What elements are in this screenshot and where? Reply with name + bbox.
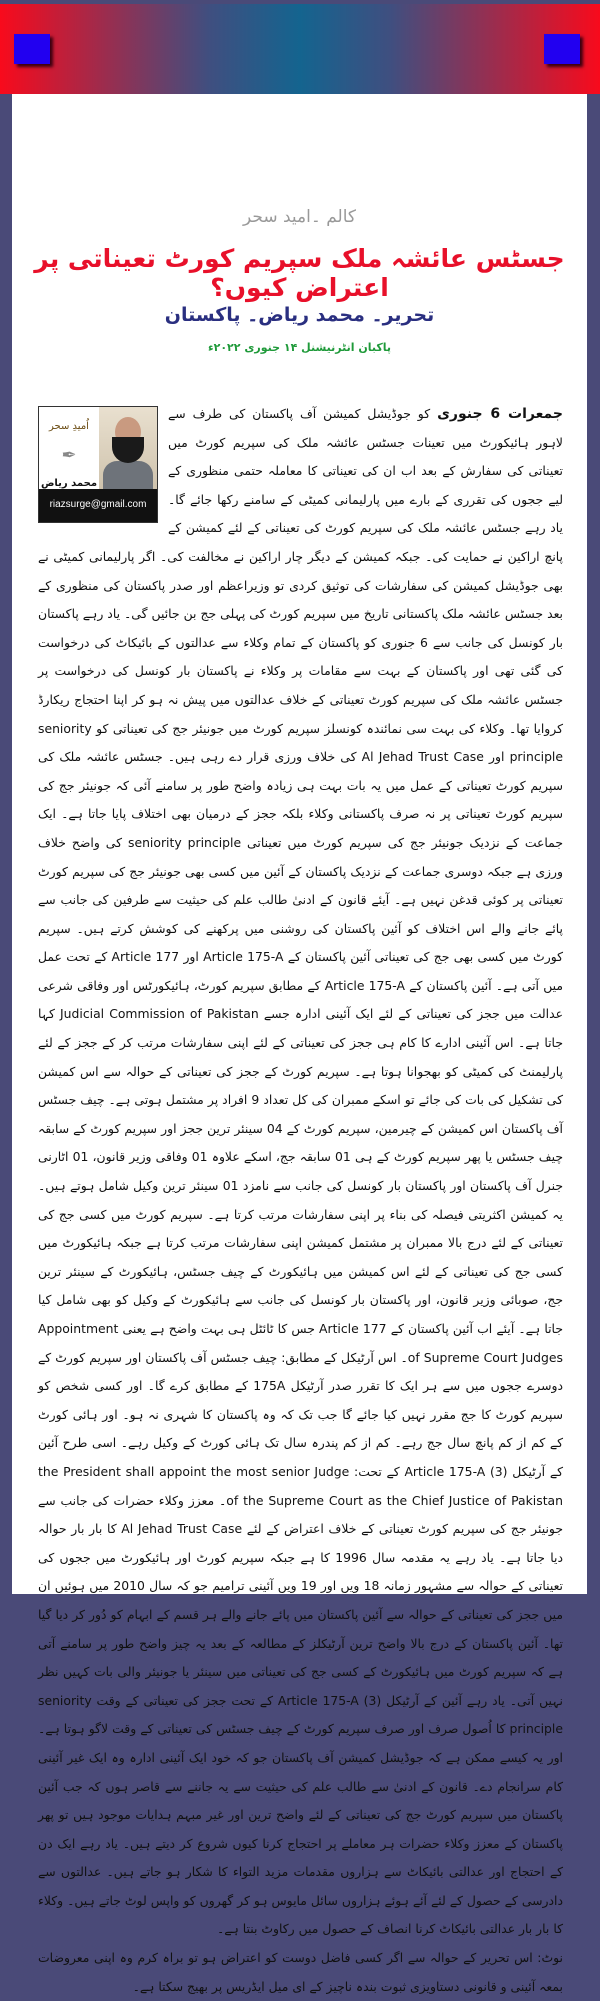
article-title: جسٹس عائشہ ملک سپریم کورٹ تعیناتی پر اعتراض کیوں؟: [34, 244, 565, 302]
author-card: [38, 406, 158, 523]
author-photo: [99, 407, 157, 489]
author-name: محمد ریاض: [40, 478, 98, 490]
banner-square-left: [14, 34, 50, 64]
column-brand: اُمیدِ سحر: [49, 421, 89, 432]
author-byline: تحریر۔ محمد ریاض۔ پاکستان: [164, 304, 435, 326]
header-banner: [0, 4, 600, 94]
article-note: نوٹ: اس تحریر کے حوالہ سے اگر کسی فاضل دوست کو اعتراض ہو تو براہ کرم وہ اپنی معروضات بمعہ آئینی و قانونی دستاویزی ثبوت بندہ ناچیز کے ای میل ایڈریس پر بھیج سکتا ہے۔: [38, 1950, 563, 1994]
quill-pen-icon: ✒: [61, 444, 77, 466]
article-body: [38, 400, 563, 2001]
article-paragraph: [38, 400, 563, 1944]
article-text: کو جوڈیشل کمیشن آف پاکستان کی طرف سے لاہور ہائیکورٹ میں تعینات جسٹس عائشہ ملک کی سپریم کورٹ میں تعیناتی کی سفارش کے بعد اب ان کی تعیناتی کا معاملہ حتمی منظوری کے لیے ججوں کی تقرری کے بارے میں پارلیمانی کمیٹی کے سامنے رکھا جائے گا۔ یاد رہے جسٹس عائشہ ملک کی سپریم کورٹ کی تعیناتی کے لئے کمیشن کے پانچ اراکین نے حمایت کی۔ جبکہ کمیشن کے دیگر چار اراکین نے مخالفت کی۔ اگر پارلیمانی کمیٹی نے بھی جوڈیشل کمیشن کی سفارشات کی توثیق کردی تو وزیراعظم اور صدر پاکستان کی منظوری کے بعد جسٹس عائشہ ملک پاکستانی تاریخ میں سپریم کورٹ کی پہلی جج بن جائیں گی۔ یاد رہے پاکستان بار کونسل کی جانب سے 6 جنوری کو پاکستان کے تمام وکلاء سے عدالتوں کے بائیکاٹ کی درخواست کی گئی تھی اور پاکستان کے بہت سے مقامات پر وکلاء نے پاکستان بار کونسل کی درخواست پر جسٹس عائشہ ملک کی سپریم کورٹ تعیناتی کے خلاف عدالتوں میں پیش نہ ہو کر اپنا احتجاج ریکارڈ کروایا تھا۔ وکلاء کی بہت سی نمائندہ کونسلز سپریم کورٹ میں جونیئر جج کی تعیناتی کو seniority principle اور Al Jehad Trust Case کی خلاف ورزی قرار دے رہی ہیں۔ جسٹس عائشہ ملک کی سپریم کورٹ تعیناتی کے عمل میں یہ بات بہت ہی زیادہ واضح طور پر سامنے آئی کہ جونیئر جج کی سپریم کورٹ تعیناتی پر نہ صرف پاکستانی وکلاء بلکہ ججز کے درمیان بھی اختلاف پایا جاتا ہے۔ ایک جماعت کے نزدیک جونیئر جج کی سپریم کورٹ میں تعیناتی seniority principle کی واضح خلاف ورزی ہے جبکہ دوسری جماعت کے نزدیک پاکستان کے آئین میں کسی بھی جونیئر جج کی سپریم کورٹ تعیناتی پر کوئی قدغن نہیں ہے۔ آیئے قانون کے ادنیٰ طالب علم کی حیثیت سے طرفین کی جانب سے پائے جانے والے اس اختلاف کو آئین پاکستان کی روشنی میں پرکھنے کی کوشش کرتے ہیں۔ سپریم کورٹ میں کسی بھی جج کی تعیناتی آئین پاکستان کے Article 175-A اور Article 177 کے تحت عمل میں آتی ہے۔ آئین پاکستان کے Article 175-A کے مطابق سپریم کورٹ، ہائیکورٹس اور وفاقی شرعی عدالت میں ججز کی تعیناتی کے لئے ایک آئینی ادارہ جسے Judicial Commission of Pakistan کہا جاتا ہے۔ اس آئینی ادارے کا کام ہی ججز کی تعیناتی کے لئے اپنی سفارشات مرتب کر کے ججز کے لئے پارلیمنٹ کی کمیٹی کو بھجوانا ہوتا ہے۔ سپریم کورٹ کے ججز کی تعیناتی کے حوالہ سے اس کمیشن کی تشکیل کی بات کی جائے تو اسکے ممبران کی کل تعداد 9 افراد پر مشتمل ہوتی ہے۔ چیف جسٹس آف پاکستان اس کمیشن کے چیرمین، سپریم کورٹ کے 04 سینئر ترین ججز اور سپریم کورٹ کے سابقہ چیف جسٹس یا پھر سپریم کورٹ کے ہی 01 سابقہ جج، اسکے علاوہ 01 وفاقی وزیر قانون، 01 اٹارنی جنرل آف پاکستان اور پاکستان بار کونسل کی جانب سے نامزد 01 سینئر ترین وکیل شامل ہوتے ہیں۔ یہ کمیشن اکثریتی فیصلہ کی بناء پر اپنی سفارشات مرتب کرتا ہے۔ سپریم کورٹ میں کسی جج کی تعیناتی کے لئے درج بالا ممبران پر مشتمل کمیشن اپنی سفارشات مرتب کرتا ہے جبکہ ہائیکورٹ میں کسی جج کی تعیناتی کے لئے اس کمیشن میں ہائیکورٹ کے چیف جسٹس، ہائیکورٹ کے سینئر ترین جج، صوبائی وزیر قانون، اور پاکستان بار کونسل کی جانب سے ہائیکورٹ کے وکیل کو بھی شامل کیا جاتا ہے۔ آیئے اب آئین پاکستان کے Article 177 جس کا ٹائٹل ہی بہت واضح ہے یعنی Appointment of Supreme Court Judges۔ اس آرٹیکل کے مطابق: چیف جسٹس آف پاکستان اور سپریم کورٹ کے دوسرے ججوں میں سے ہر ایک کا تقرر صدر آرٹیکل 175A کے مطابق کرے گا۔ اور کسی شخص کو سپریم کورٹ کا جج مقرر نہیں کیا جائے گا جب تک کہ وہ پاکستان کا شہری نہ ہو۔ اور ہائی کورٹ کے کم از کم پانچ سال جج رہے۔ کم از کم پندرہ سال تک ہائی کورٹ کے وکیل رہے۔ اسی طرح آئین کے آرٹیکل Article 175-A (3) کے تحت: the President shall appoint the most senior Judge of the Supreme Court as the Chief Justice of Pakistan۔ معزز وکلاء حضرات کی جانب سے جونیئر جج کی سپریم کورٹ تعیناتی کے خلاف اعتراض کے لئے Al Jehad Trust Case کا بار بار حوالہ دیا جاتا ہے۔ یاد رہے یہ مقدمہ سال 1996 کا ہے جبکہ سپریم کورٹ اور ہائیکورٹ میں ججوں کی تعیناتی کے حوالہ سے مشہور زمانہ 18 ویں اور 19 ویں آئینی ترامیم جو کہ سال 2010 میں ہوئیں ان میں ججز کی تعیناتی کے حوالہ سے آئین پاکستان میں پائے جانے والے ہر قسم کے ابہام کو دُور کر دیا گیا تھا۔ آئین پاکستان کے درج بالا واضح ترین آرٹیکلز کے مطالعہ کے بعد یہ چیز واضح طور پر سامنے آتی ہے کہ سپریم کورٹ میں ہائیکورٹ کے کسی جج کی تعیناتی میں سینئر یا جونیئر والی بات کہیں نظر نہیں آتی۔ یاد رہے آئین کے آرٹیکل Article 175-A (3) کے تحت ججز کی تعیناتی کے وقت seniority principle کا اُصول صرف اور صرف سپریم کورٹ کے چیف جسٹس کی تعیناتی کے وقت لاگو ہوتا ہے۔ اور یہ کیسے ممکن ہے کہ جوڈیشل کمیشن آف پاکستان جو کہ خود ایک آئینی ادارہ وہ ایک غیر آئینی کام سرانجام دے۔ قانون کے ادنیٰ سے طالب علم کی حیثیت سے یہ جاننے سے قاصر ہوں کہ جب آئین پاکستان میں سپریم کورٹ جج کی تعیناتی کے لئے واضح ترین اور غیر مبہم ہدایات موجود ہیں تو پھر پاکستان کے معزز وکلاء حضرات ہر معاملے پر احتجاج کرنا کیوں شروع کر دیتے ہیں۔ یاد رہے ایک دن کے احتجاج اور عدالتی بائیکاٹ سے ہزاروں مقدمات مزید التواء کا شکار ہو جاتے ہیں۔ عدالتوں سے دادرسی کے حصول کے لئے آئے ہوئے ہزاروں سائل مایوس ہو کر گھروں کو واپس لوٹ جاتے ہیں۔ وکلاء کا بار بار عدالتی بائیکاٹ کرنا انصاف کے حصول میں رکاوٹ بنتا ہے۔: [38, 406, 564, 1937]
publication-date: پاکبان انٹرنیشنل ۱۴ جنوری ۲۰۲۲ء: [208, 341, 391, 354]
article-lead: جمعرات 6 جنوری: [437, 406, 563, 422]
author-email: riazsurge@gmail.com: [39, 489, 157, 522]
column-name: کالم ۔امید سحر: [242, 207, 356, 227]
banner-square-right: [544, 34, 580, 64]
article-panel: [12, 94, 587, 1994]
